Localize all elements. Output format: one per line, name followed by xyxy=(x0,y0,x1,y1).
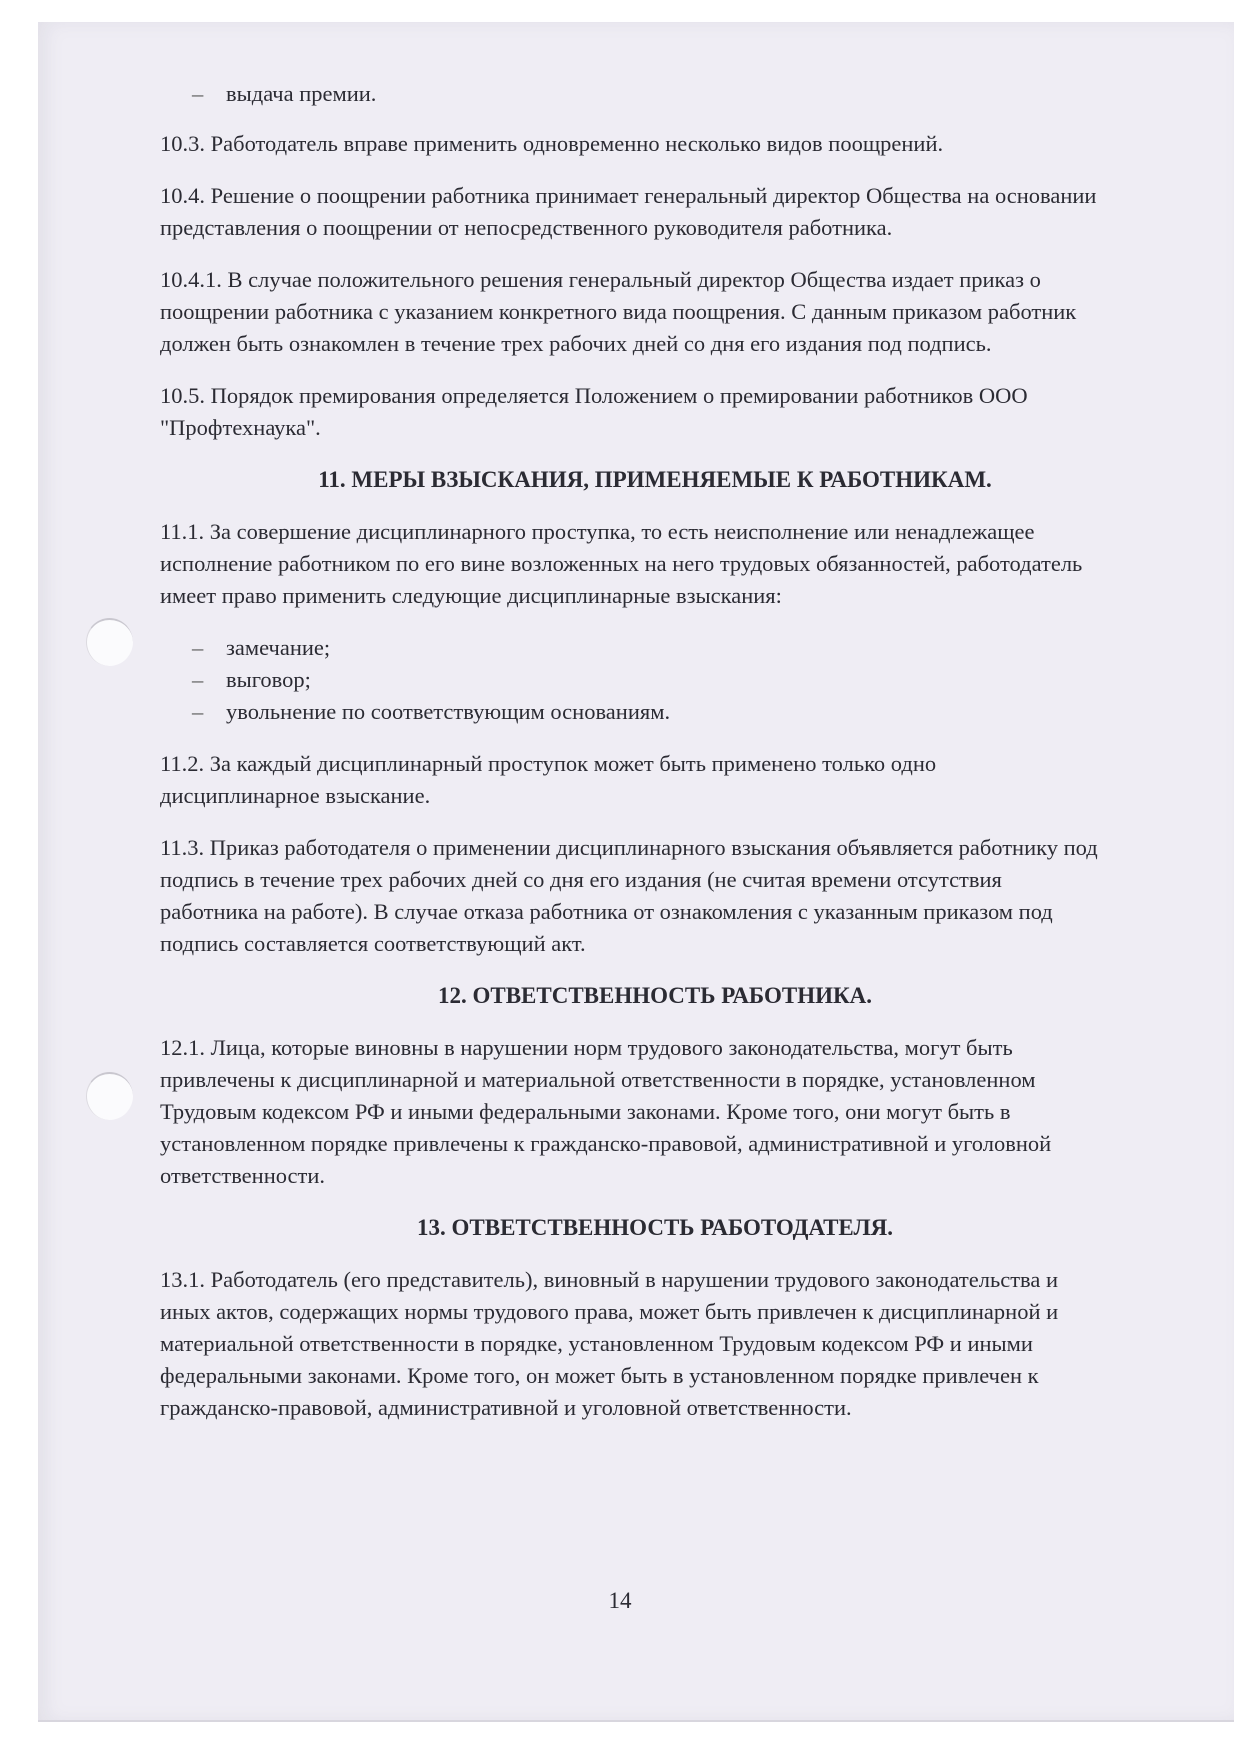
list-item: – замечание; xyxy=(192,632,1100,664)
list-item: – выговор; xyxy=(192,664,1100,696)
paragraph-11-2: 11.2. За каждый дисциплинарный проступок может быть применено только одно дисциплинарное взыскание. xyxy=(160,751,937,808)
penalty-list xyxy=(160,632,1100,728)
paragraph-10-4-1: 10.4.1. В случае положительного решения генеральный директор Общества издает приказ о поощрении работника с указанием конкретного вида поощрения. С данным приказом работник должен быть ознакомлен в течение трех рабочих дней со дня его издания под подпись. xyxy=(160,267,1077,356)
page-number: 14 xyxy=(608,1588,632,1613)
paragraph-10-4: 10.4. Решение о поощрении работника принимает генеральный директор Общества на основании представления о поощрении от непосредственного руководителя работника. xyxy=(160,183,1097,240)
paragraph-10-5: 10.5. Порядок премирования определяется Положением о премировании работников ООО "Профтехнаука". xyxy=(160,383,1028,440)
paragraph-13-1: 13.1. Работодатель (его представитель), виновный в нарушении трудового законодательства и иных актов, содержащих нормы трудового права, может быть привлечен к дисциплинарной и материальной ответственности в порядке, установленном Трудовым кодексом РФ и иными федеральными законами. Кроме того, он может быть в установленном порядке привлечен к гражданско-правовой, административной и уголовной ответственности. xyxy=(160,1267,1059,1420)
reward-list xyxy=(160,78,1100,110)
section-12-title: 12. ОТВЕТСТВЕННОСТЬ РАБОТНИКА. xyxy=(437,983,873,1008)
paragraph-11-1: 11.1. За совершение дисциплинарного проступка, то есть неисполнение или ненадлежащее исполнение работником по его вине возложенных на него трудовых обязанностей, работодатель имеет право применить следующие дисциплинарные взыскания: xyxy=(160,519,1083,608)
list-item: – увольнение по соответствующим основаниям. xyxy=(192,696,1100,728)
document-body xyxy=(160,78,1100,1444)
paragraph-11-3: 11.3. Приказ работодателя о применении дисциплинарного взыскания объявляется работнику под подпись в течение трех рабочих дней со дня его издания (не считая времени отсутствия работника на работе). В случае отказа работника от ознакомления с указанным приказом под подпись составляется соответствующий акт. xyxy=(160,835,1098,956)
paper-bottom-edge xyxy=(38,1720,1234,1722)
paragraph-12-1: 12.1. Лица, которые виновны в нарушении норм трудового законодательства, могут быть привлечены к дисциплинарной и материальной ответственности в порядке, установленном Трудовым кодексом РФ и иными федеральными законами. Кроме того, они могут быть в установленном порядке привлечены к гражданско-правовой, административной и уголовной ответственности. xyxy=(160,1035,1052,1188)
paragraph-10-3: 10.3. Работодатель вправе применить одновременно несколько видов поощрений. xyxy=(160,131,944,156)
section-13-title: 13. ОТВЕТСТВЕННОСТЬ РАБОТОДАТЕЛЯ. xyxy=(417,1215,893,1240)
punch-hole-icon xyxy=(86,618,133,666)
punch-hole-icon xyxy=(86,1072,133,1120)
section-11-title: 11. МЕРЫ ВЗЫСКАНИЯ, ПРИМЕНЯЕМЫЕ К РАБОТНИКАМ. xyxy=(318,467,992,492)
list-item: – выдача премии. xyxy=(192,78,1100,110)
